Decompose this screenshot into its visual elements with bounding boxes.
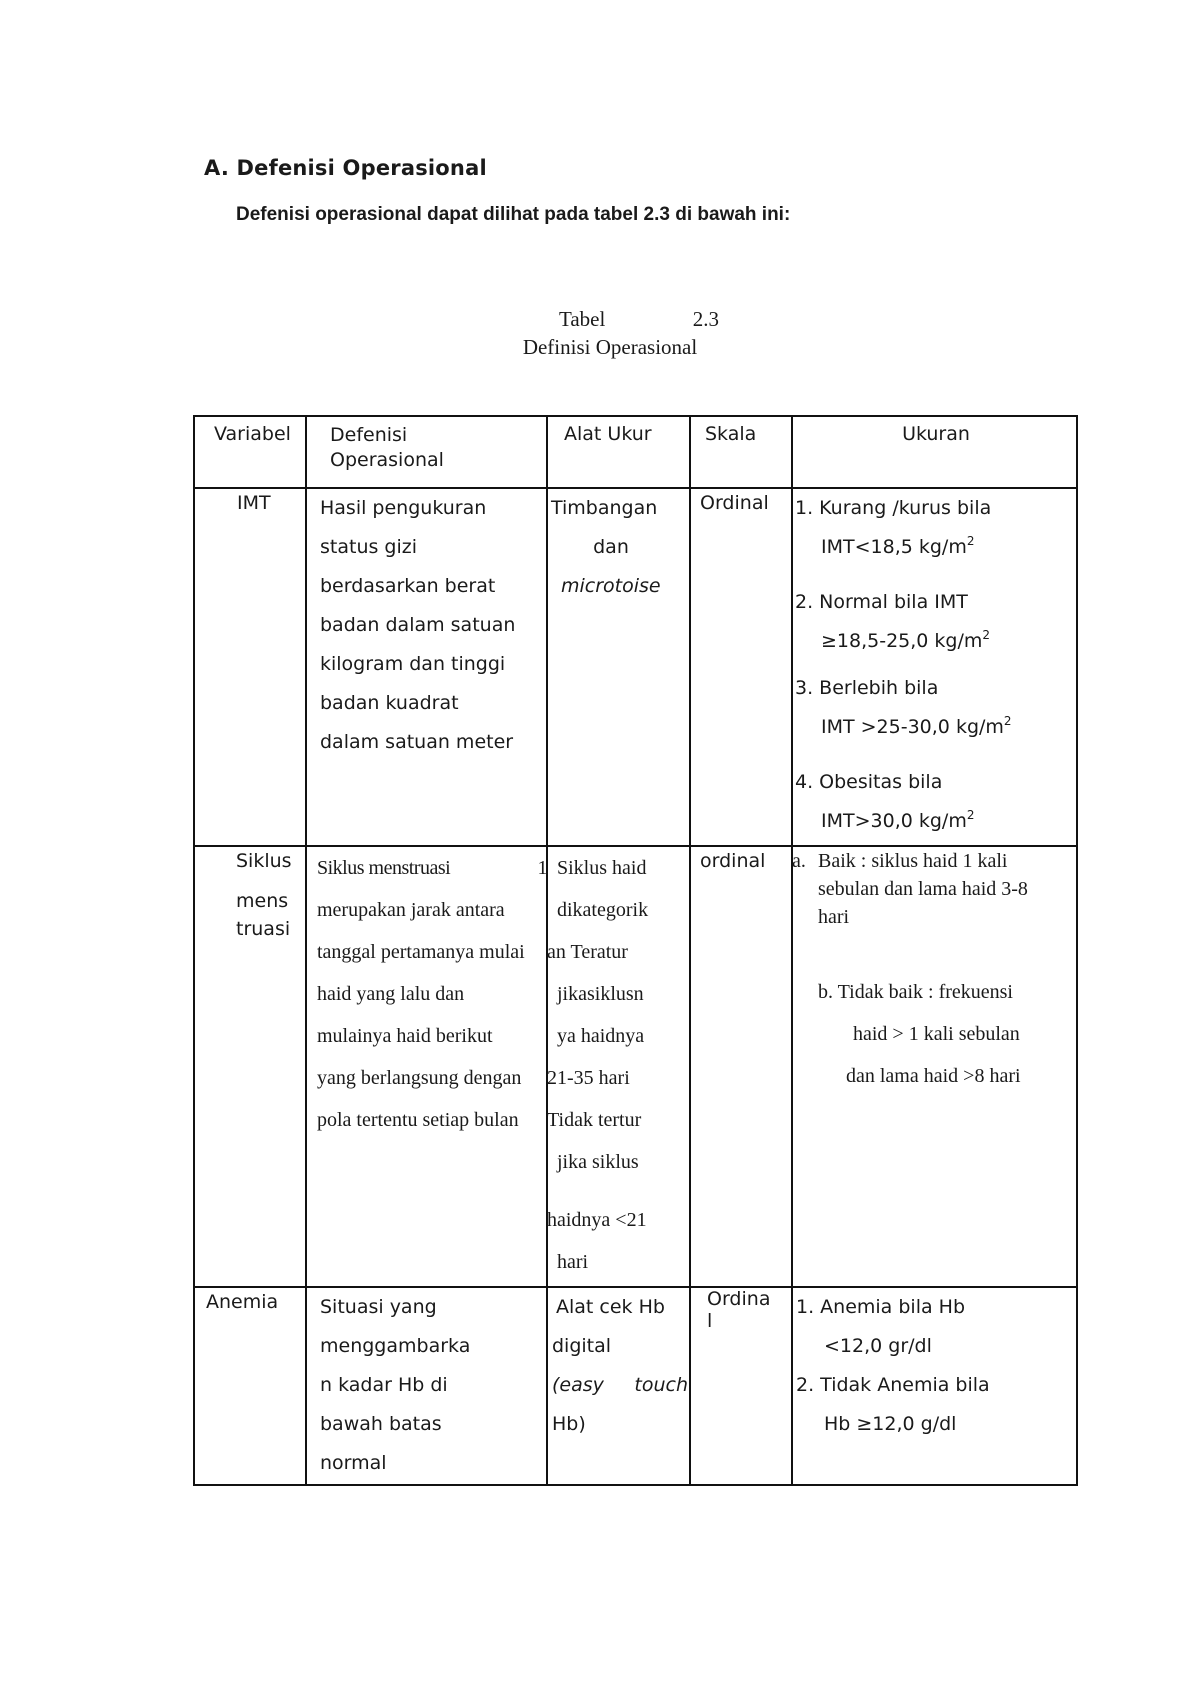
intro-text: Defenisi operasional dapat dilihat pada tabel 2.3 di bawah ini:: [236, 204, 791, 225]
row-imt-ukuran: [795, 489, 1012, 841]
row-imt-alat: Timbangan dan microtoise: [551, 497, 661, 597]
row-siklus-ukuran: a. Baik : siklus haid 1 kali sebulan dan lama haid 3-8 hari b. Tidak baik : frekuensi haid > 1 kali sebulan dan lama haid >8 hari: [792, 850, 1028, 1087]
column-divider: [305, 417, 307, 1484]
table-caption-title: Definisi Operasional: [522, 335, 698, 359]
section-heading: A. Defenisi Operasional: [204, 156, 487, 180]
definition-table: [193, 415, 1078, 1486]
row-anemia-alat: Alat cek Hb digital (easy touch Hb): [552, 1296, 688, 1435]
row-siklus-definisi: Siklus menstruasi 1 merupakan jarak antara tanggal pertamanya mulai haid yang lalu dan mulainya haid berikut yang berlangsung dengan pola tertentu setiap bulan: [317, 857, 547, 1131]
header-ukuran: Ukuran: [902, 423, 970, 445]
ukuran-item: 2. Normal bila IMT ≥18,5-25,0 $kg/m^2$: [795, 591, 991, 652]
caption-number: 2.3: [692, 307, 719, 331]
header-variabel: Variabel: [214, 423, 291, 445]
ukuran-item: 1. Kurang /kurus bila IMT<18,5 $kg/m^2$: [795, 497, 992, 558]
row-siklus-variabel: Siklus mens truasi: [236, 850, 292, 940]
row-imt-skala: Ordinal: [700, 492, 769, 514]
header-alat-ukur: Alat Ukur: [564, 423, 652, 445]
row-anemia-ukuran: 1. Anemia bila Hb <12,0 gr/dl 2. Tidak Anemia bila Hb ≥12,0 g/dl: [796, 1296, 990, 1435]
row-anemia-variabel: Anemia: [206, 1291, 279, 1313]
row-siklus-skala: ordinal: [700, 850, 766, 872]
row-imt-definisi: Hasil pengukuran status gizi berdasarkan berat badan dalam satuan kilogram dan tinggi badan kuadrat dalam satuan meter: [320, 497, 516, 753]
row-siklus-alat: Siklus haid dikategorik an Teratur jikasiklusn ya haidnya 21-35 hari Tidak tertur jika siklus haidnya <21 hari: [547, 857, 649, 1273]
table-caption-label: [559, 307, 719, 332]
row-imt-variabel: IMT: [237, 492, 271, 514]
header-definisi: Defenisi Operasional: [330, 424, 444, 471]
column-divider: [689, 417, 691, 1484]
caption-label: Tabel: [559, 307, 606, 331]
row-anemia-skala: Ordina l: [707, 1288, 771, 1332]
header-skala: Skala: [705, 423, 757, 445]
ukuran-item: 4. Obesitas bila IMT>30,0 $kg/m^2$: [795, 771, 975, 832]
row-anemia-definisi: Situasi yang menggambarka n kadar Hb di bawah batas normal: [320, 1296, 471, 1474]
ukuran-item: 3. Berlebih bila IMT >25-30,0 $kg/m^2$: [795, 677, 1012, 738]
